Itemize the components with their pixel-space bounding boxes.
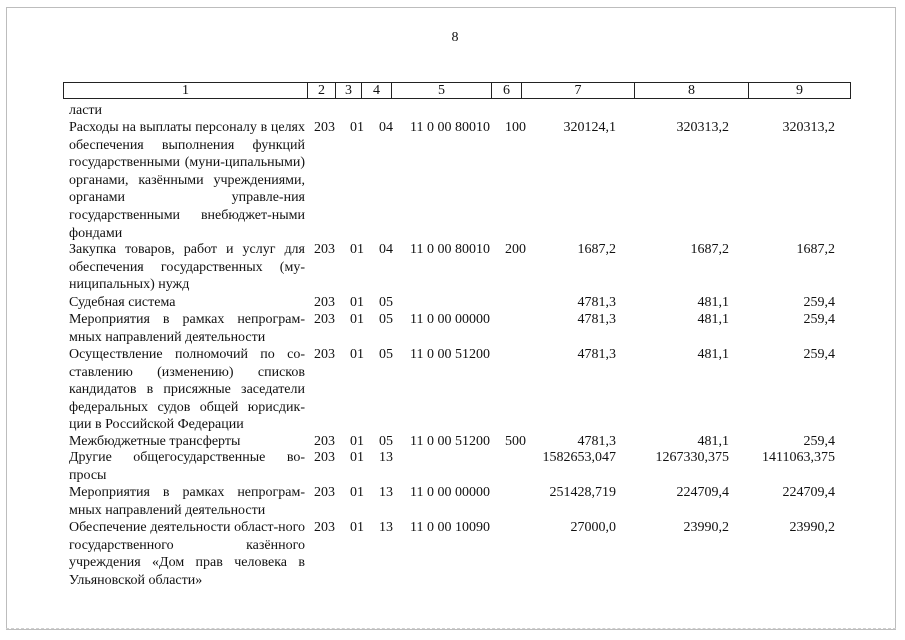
cell-expense-type: 200 bbox=[505, 242, 526, 257]
cell-amount-8: 481,1 bbox=[697, 434, 729, 449]
cell-amount-7: 4781,3 bbox=[577, 312, 616, 327]
row-description: Обеспечение деятельности област-ного государственного казённого учреждения «Дом прав человека в Ульяновской области» bbox=[69, 520, 305, 588]
cell-ministry: 203 bbox=[314, 242, 335, 257]
cell-amount-9: 1687,2 bbox=[796, 242, 835, 257]
cell-amount-7: 320124,1 bbox=[563, 120, 616, 135]
page-number: 8 bbox=[451, 30, 459, 45]
cell-amount-7: 4781,3 bbox=[577, 347, 616, 362]
cell-amount-9: 1411063,375 bbox=[762, 450, 835, 465]
cell-amount-9: 224709,4 bbox=[782, 485, 835, 500]
row-description: Судебная система bbox=[69, 295, 176, 310]
cell-amount-8: 481,1 bbox=[697, 312, 729, 327]
cell-subsection: 05 bbox=[379, 312, 393, 327]
cell-target-article: 11 0 00 00000 bbox=[410, 485, 490, 500]
header-col-9: 9 bbox=[796, 83, 803, 98]
cell-section: 01 bbox=[350, 450, 364, 465]
cell-amount-8: 224709,4 bbox=[676, 485, 729, 500]
cell-ministry: 203 bbox=[314, 485, 335, 500]
cell-amount-9: 320313,2 bbox=[782, 120, 835, 135]
cell-section: 01 bbox=[350, 520, 364, 535]
cell-subsection: 05 bbox=[379, 347, 393, 362]
cell-section: 01 bbox=[350, 120, 364, 135]
header-col-1: 1 bbox=[64, 83, 308, 98]
cell-amount-8: 1267330,375 bbox=[655, 450, 729, 465]
cell-amount-7: 1687,2 bbox=[577, 242, 616, 257]
row-description: Другие общегосударственные во-просы bbox=[69, 450, 305, 483]
cell-target-article: 11 0 00 10090 bbox=[410, 520, 490, 535]
cell-ministry: 203 bbox=[314, 434, 335, 449]
cell-amount-9: 259,4 bbox=[803, 434, 835, 449]
cell-section: 01 bbox=[350, 295, 364, 310]
row-description: Мероприятия в рамках непрограм-мных направлений деятельности bbox=[69, 485, 305, 518]
table-header bbox=[63, 82, 851, 99]
header-col-4: 4 bbox=[362, 83, 392, 98]
cell-subsection: 13 bbox=[379, 520, 393, 535]
row-description: ласти bbox=[69, 103, 103, 118]
cell-amount-9: 23990,2 bbox=[789, 520, 835, 535]
cell-amount-7: 4781,3 bbox=[577, 434, 616, 449]
cell-amount-7: 27000,0 bbox=[570, 520, 616, 535]
header-col-6: 6 bbox=[492, 83, 522, 98]
cell-target-article: 11 0 00 80010 bbox=[410, 120, 490, 135]
page-bottom-edge bbox=[6, 628, 896, 629]
cell-section: 01 bbox=[350, 434, 364, 449]
cell-subsection: 13 bbox=[379, 450, 393, 465]
cell-subsection: 05 bbox=[379, 434, 393, 449]
cell-target-article: 11 0 00 80010 bbox=[410, 242, 490, 257]
cell-subsection: 13 bbox=[379, 485, 393, 500]
header-col-3: 3 bbox=[336, 83, 362, 98]
cell-amount-8: 23990,2 bbox=[683, 520, 729, 535]
cell-target-article: 11 0 00 00000 bbox=[410, 312, 490, 327]
cell-amount-9: 259,4 bbox=[803, 295, 835, 310]
cell-expense-type: 500 bbox=[505, 434, 526, 449]
cell-target-article: 11 0 00 51200 bbox=[410, 434, 490, 449]
cell-amount-9: 259,4 bbox=[803, 347, 835, 362]
header-col-7: 7 bbox=[522, 83, 635, 98]
cell-section: 01 bbox=[350, 312, 364, 327]
cell-amount-8: 481,1 bbox=[697, 295, 729, 310]
cell-target-article: 11 0 00 51200 bbox=[410, 347, 490, 362]
cell-ministry: 203 bbox=[314, 347, 335, 362]
cell-section: 01 bbox=[350, 485, 364, 500]
cell-subsection: 04 bbox=[379, 120, 393, 135]
cell-section: 01 bbox=[350, 242, 364, 257]
cell-ministry: 203 bbox=[314, 312, 335, 327]
cell-expense-type: 100 bbox=[505, 120, 526, 135]
cell-ministry: 203 bbox=[314, 450, 335, 465]
cell-amount-9: 259,4 bbox=[803, 312, 835, 327]
row-description: Закупка товаров, работ и услуг для обеспечения государственных (му-ниципальных) нужд bbox=[69, 242, 305, 293]
cell-subsection: 05 bbox=[379, 295, 393, 310]
cell-amount-7: 4781,3 bbox=[577, 295, 616, 310]
row-description: Осуществление полномочий по со-ставлению (изменению) списков кандидатов в присяжные заседатели федеральных судов общей юрисдик-ции в Российской Федерации bbox=[69, 347, 305, 433]
row-description: Межбюджетные трансферты bbox=[69, 434, 241, 449]
cell-amount-8: 481,1 bbox=[697, 347, 729, 362]
cell-amount-7: 251428,719 bbox=[549, 485, 616, 500]
header-col-5: 5 bbox=[392, 83, 492, 98]
header-col-2: 2 bbox=[308, 83, 336, 98]
cell-amount-7: 1582653,047 bbox=[542, 450, 616, 465]
cell-amount-8: 320313,2 bbox=[676, 120, 729, 135]
header-col-8: 8 bbox=[635, 83, 749, 98]
cell-subsection: 04 bbox=[379, 242, 393, 257]
cell-ministry: 203 bbox=[314, 520, 335, 535]
cell-ministry: 203 bbox=[314, 120, 335, 135]
row-description: Мероприятия в рамках непрограм-мных направлений деятельности bbox=[69, 312, 305, 345]
row-description: Расходы на выплаты персоналу в целях обеспечения выполнения функций государственными (муни-ципальными) органами, казёнными учреждениями, органами управле-ния государственными внебюджет-ными фондами bbox=[69, 120, 305, 241]
cell-amount-8: 1687,2 bbox=[690, 242, 729, 257]
cell-ministry: 203 bbox=[314, 295, 335, 310]
cell-section: 01 bbox=[350, 347, 364, 362]
